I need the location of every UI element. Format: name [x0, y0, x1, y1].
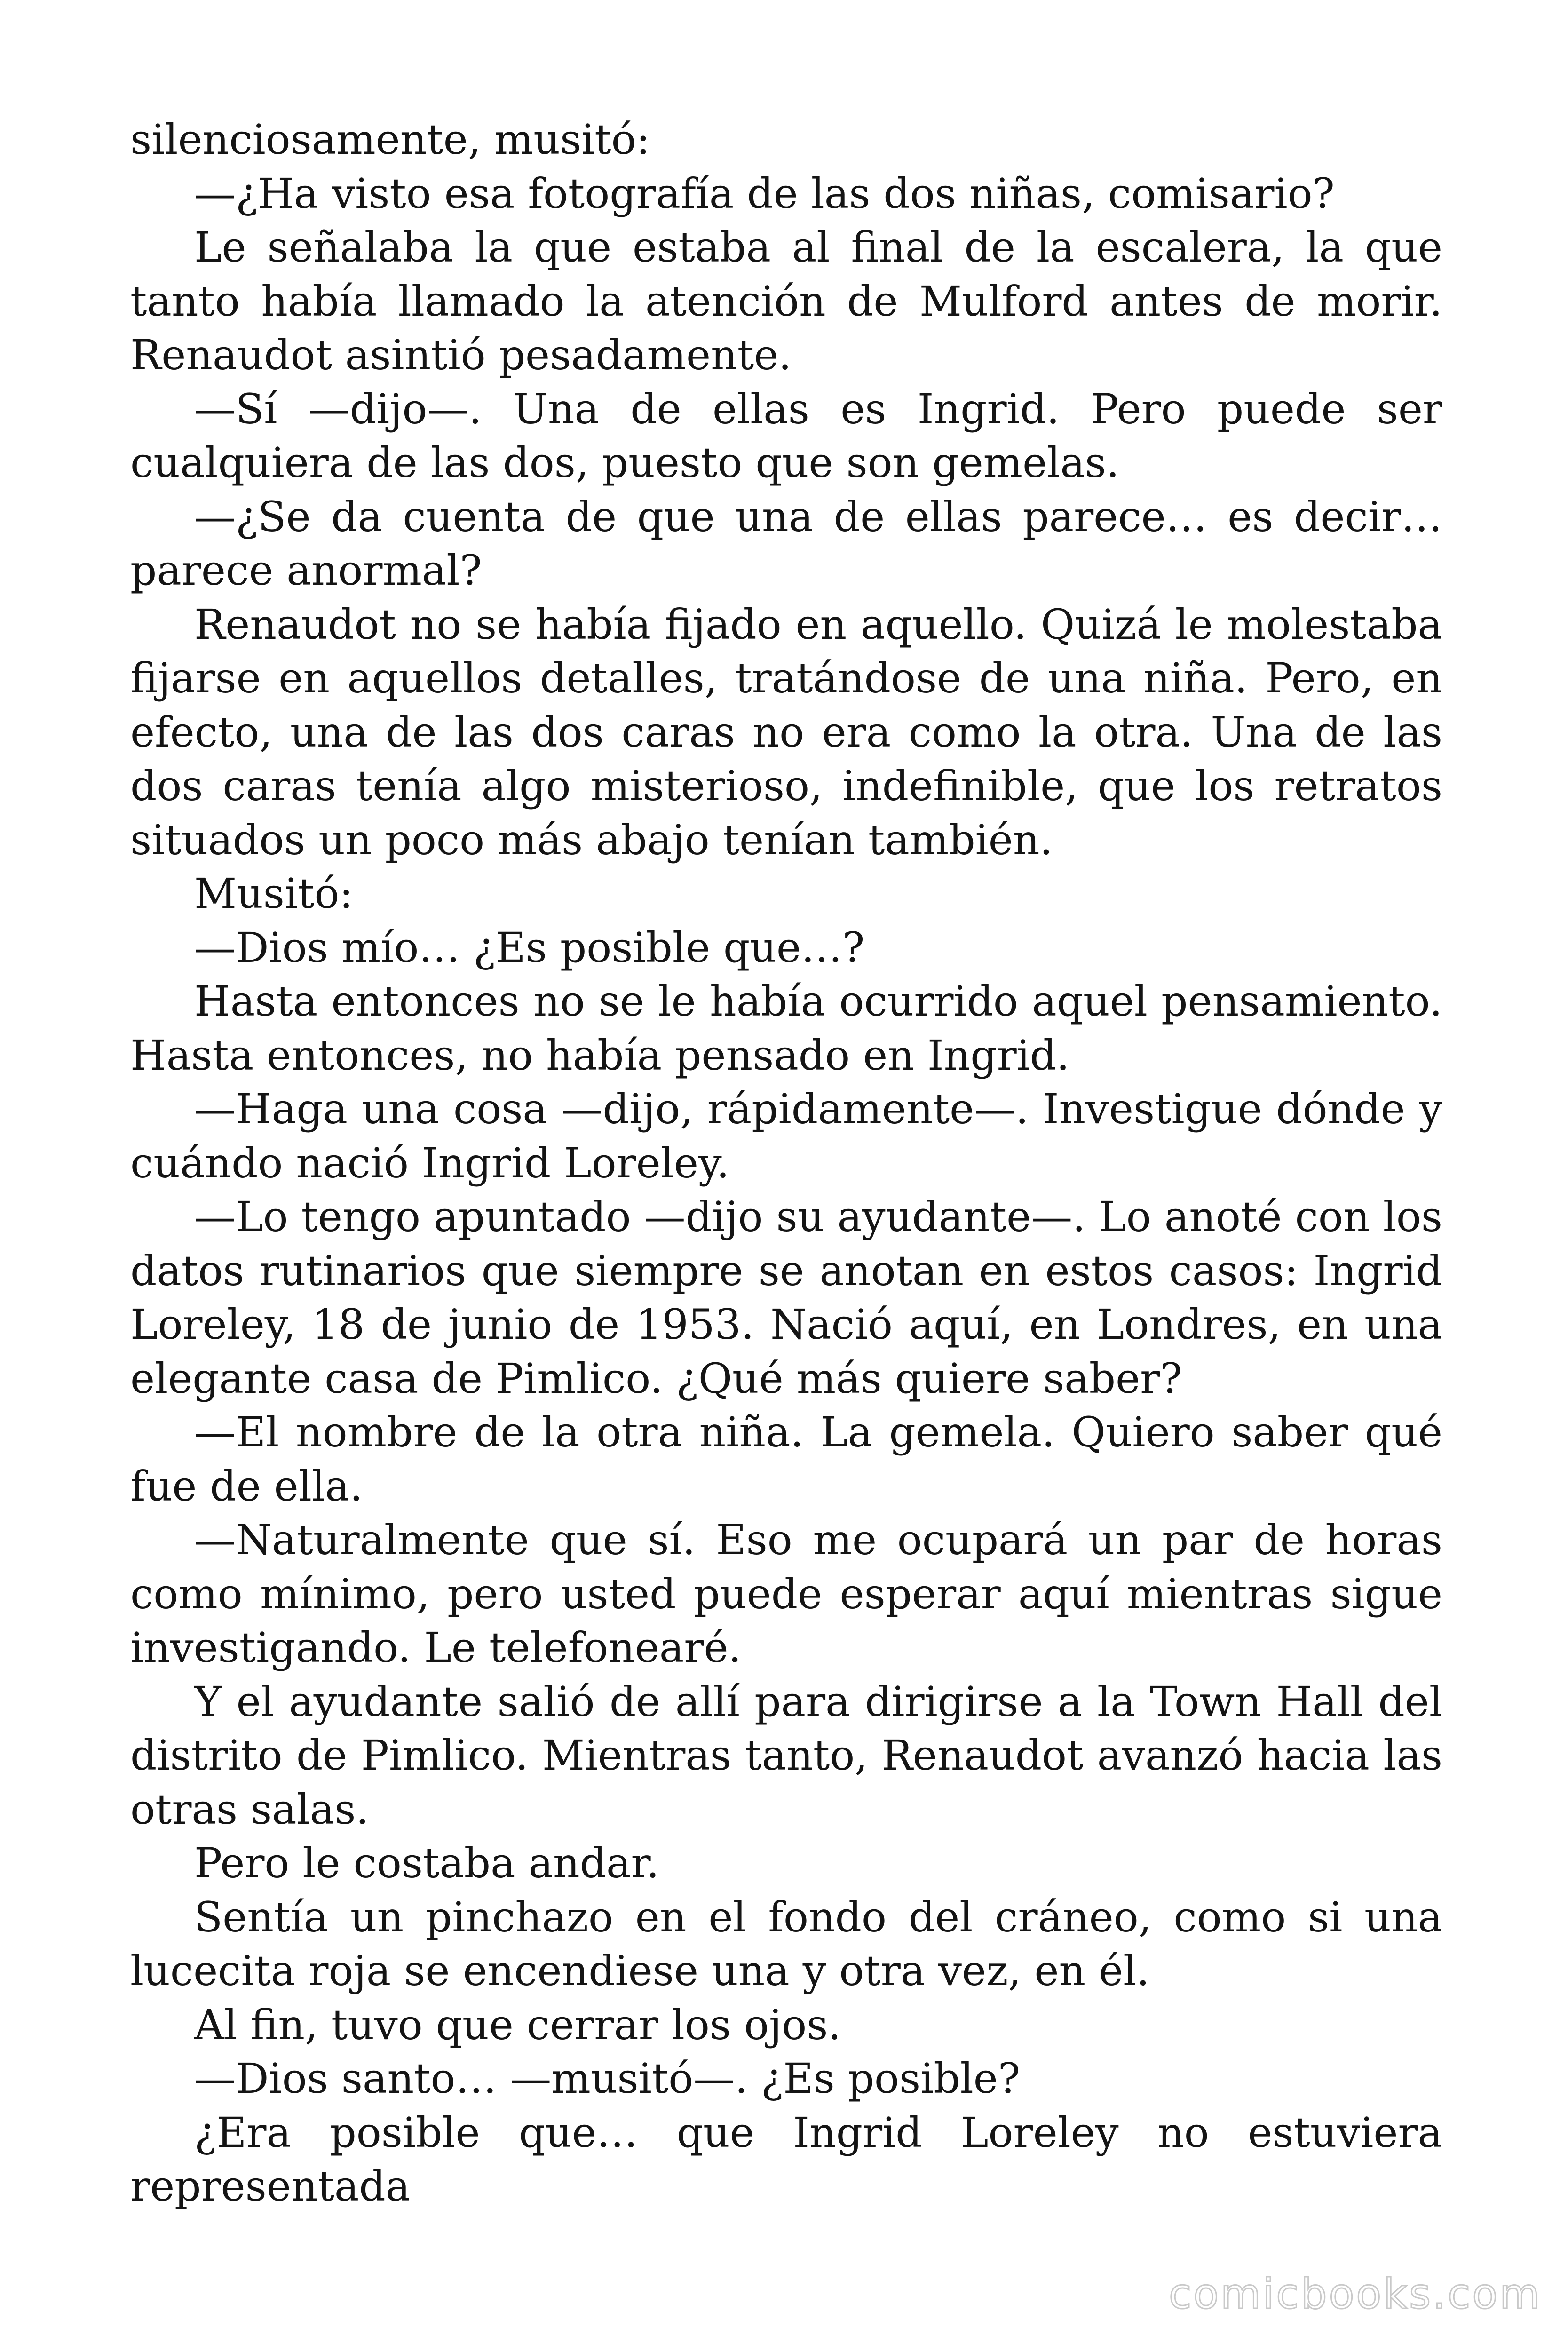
- page-text-block: [130, 113, 1442, 2214]
- paragraph: —¿Se da cuenta de que una de ellas parece… es decir… parece anormal?: [130, 492, 1442, 595]
- paragraph: —Haga una cosa —dijo, rápidamente—. Investigue dónde y cuándo nació Ingrid Loreley.: [130, 1085, 1442, 1187]
- paragraph: Le señalaba la que estaba al final de la escalera, la que tanto había llamado la atención de Mulford antes de morir. Renaudot asintió pesadamente.: [130, 223, 1442, 379]
- paragraph: —¿Ha visto esa fotografía de las dos niñas, comisario?: [194, 169, 1335, 218]
- paragraph: Al fin, tuvo que cerrar los ojos.: [194, 2000, 841, 2049]
- paragraph: —Lo tengo apuntado —dijo su ayudante—. Lo anoté con los datos rutinarios que siempre se anotan en estos casos: Ingrid Loreley, 18 de junio de 1953. Nació aquí, en Londres, en una elegante casa de Pimlico. ¿Qué más quiere saber?: [130, 1192, 1442, 1403]
- watermark: comicbooks.com: [1168, 2270, 1542, 2318]
- paragraph: —El nombre de la otra niña. La gemela. Quiero saber qué fue de ella.: [130, 1408, 1442, 1510]
- paragraph: —Dios mío… ¿Es posible que…?: [194, 923, 865, 972]
- paragraph: Hasta entonces no se le había ocurrido aquel pensamiento. Hasta entonces, no había pensado en Ingrid.: [130, 977, 1442, 1080]
- paragraph: —Naturalmente que sí. Eso me ocupará un par de horas como mínimo, pero usted puede esperar aquí mientras sigue investigando. Le telefonearé.: [130, 1516, 1442, 1672]
- paragraph: Y el ayudante salió de allí para dirigirse a la Town Hall del distrito de Pimlico. Mientras tanto, Renaudot avanzó hacia las otras salas.: [130, 1677, 1442, 1834]
- paragraph: Sentía un pinchazo en el fondo del cráneo, como si una lucecita roja se encendiese una y otra vez, en él.: [130, 1892, 1442, 1995]
- paragraph: —Dios santo… —musitó—. ¿Es posible?: [194, 2054, 1021, 2103]
- paragraph: silenciosamente, musitó:: [130, 115, 650, 164]
- paragraph: —Sí —dijo—. Una de ellas es Ingrid. Pero puede ser cualquiera de las dos, puesto que son gemelas.: [130, 384, 1442, 487]
- paragraph: Renaudot no se había fijado en aquello. Quizá le molestaba fijarse en aquellos detalles, tratándose de una niña. Pero, en efecto, una de las dos caras no era como la otra. Una de las dos caras tenía algo misterioso, indefinible, que los retratos situados un poco más abajo tenían también.: [130, 600, 1442, 864]
- paragraph: ¿Era posible que… que Ingrid Loreley no estuviera representada: [130, 2108, 1442, 2210]
- paragraph: Musitó:: [194, 869, 354, 918]
- paragraph: Pero le costaba andar.: [194, 1839, 659, 1887]
